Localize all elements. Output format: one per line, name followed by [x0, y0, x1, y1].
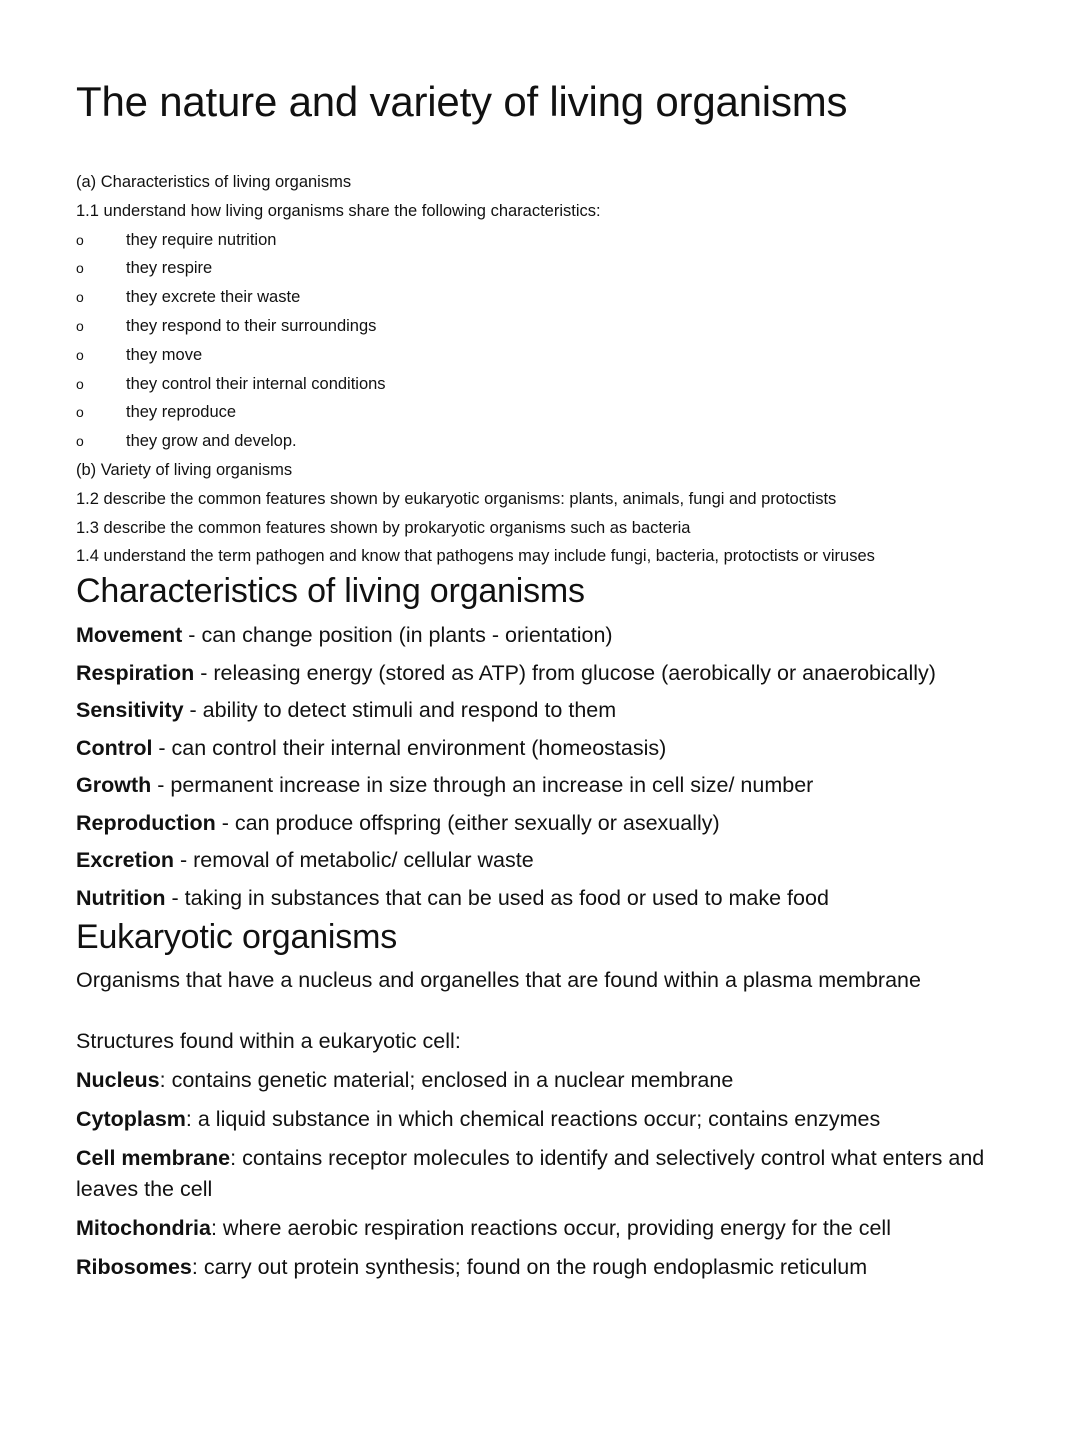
specification-block: [76, 168, 1004, 571]
spec-part-b: (b) Variety of living organisms: [76, 460, 293, 479]
bullet-text: they excrete their waste: [126, 288, 301, 307]
definition-separator: -: [165, 885, 185, 910]
bullet-text: they respire: [126, 259, 213, 278]
structure-text: carry out protein synthesis; found on the rough endoplasmic reticulum: [203, 1255, 868, 1280]
bullet-text: they reproduce: [126, 403, 237, 422]
structure-term: Cytoplasm: [76, 1107, 186, 1132]
structures-heading: Structures found within a eukaryotic cell:: [76, 1029, 461, 1054]
spec-item-1-4: 1.4 understand the term pathogen and know that pathogens may include fungi, bacteria, protoctists or viruses: [76, 547, 875, 566]
definition-row: [76, 655, 1004, 693]
definition-separator: -: [152, 735, 172, 760]
section-heading-characteristics: Characteristics of living organisms: [76, 572, 585, 611]
structure-term: Mitochondria: [76, 1216, 211, 1241]
bullet-item: [76, 254, 1004, 283]
bullet-item: [76, 283, 1004, 312]
bullet-item: [76, 312, 1004, 341]
bullet-item: [76, 427, 1004, 456]
definition-row: [76, 730, 1004, 768]
bullet-item: [76, 341, 1004, 370]
spec-item-1-2: 1.2 describe the common features shown by eukaryotic organisms: plants, animals, fungi and protoctists: [76, 489, 837, 508]
structure-text: contains genetic material; enclosed in a nuclear membrane: [171, 1068, 734, 1093]
definition-text: ability to detect stimuli and respond to them: [202, 698, 617, 723]
definition-term: Control: [76, 735, 153, 760]
structure-term: Ribosomes: [76, 1255, 192, 1280]
structure-row: [76, 1065, 1004, 1096]
definition-term: Respiration: [76, 660, 195, 685]
definition-term: Excretion: [76, 848, 174, 873]
bullet-item: [76, 226, 1004, 255]
definition-row: [76, 842, 1004, 880]
definition-separator: -: [215, 810, 235, 835]
structure-separator: :: [230, 1146, 243, 1171]
characteristics-definitions: [76, 617, 1004, 917]
page-title: The nature and variety of living organisms: [76, 78, 848, 125]
definition-term: Reproduction: [76, 810, 216, 835]
structure-separator: :: [210, 1216, 223, 1241]
definition-row: [76, 692, 1004, 730]
bullet-marker: o: [76, 433, 84, 450]
definition-row: [76, 617, 1004, 655]
bullet-text: they control their internal conditions: [126, 374, 386, 393]
structures-list: [76, 1065, 1004, 1283]
definition-term: Growth: [76, 773, 152, 798]
structure-term: Cell membrane: [76, 1146, 231, 1171]
definition-separator: -: [182, 623, 202, 648]
definition-row: [76, 805, 1004, 843]
spec-item-1-3: 1.3 describe the common features shown by prokaryotic organisms such as bacteria: [76, 518, 691, 537]
definition-separator: -: [151, 773, 171, 798]
bullet-marker: o: [76, 231, 84, 248]
structure-text: contains receptor molecules to identify and selectively control what enters and leaves the cell: [76, 1146, 985, 1202]
structure-term: Nucleus: [76, 1068, 160, 1093]
bullet-marker: o: [76, 346, 84, 363]
bullet-marker: o: [76, 289, 84, 306]
structure-text: where aerobic respiration reactions occur, providing energy for the cell: [222, 1216, 891, 1241]
definition-text: taking in substances that can be used as food or used to make food: [184, 885, 829, 910]
definition-row: [76, 880, 1004, 918]
definition-text: can change position (in plants - orientation): [201, 623, 613, 648]
eukaryotic-intro: Organisms that have a nucleus and organelles that are found within a plasma membrane: [76, 968, 921, 993]
section-heading-eukaryotic: Eukaryotic organisms: [76, 918, 398, 957]
bullet-text: they require nutrition: [126, 230, 277, 249]
definition-text: permanent increase in size through an increase in cell size/ number: [170, 773, 814, 798]
definition-text: releasing energy (stored as ATP) from glucose (aerobically or anaerobically): [213, 660, 936, 685]
definition-text: can control their internal environment (homeostasis): [171, 735, 667, 760]
spec-part-a: (a) Characteristics of living organisms: [76, 173, 352, 191]
bullet-marker: o: [76, 317, 84, 334]
definition-term: Movement: [76, 623, 183, 648]
bullet-marker: o: [76, 260, 84, 277]
structure-row: [76, 1143, 1004, 1205]
definition-separator: -: [183, 698, 203, 723]
definition-term: Nutrition: [76, 885, 166, 910]
definition-term: Sensitivity: [76, 698, 184, 723]
definition-separator: -: [173, 848, 194, 873]
definition-row: [76, 767, 1004, 805]
bullet-text: they move: [126, 345, 203, 364]
structure-row: [76, 1213, 1004, 1244]
bullet-item: [76, 398, 1004, 427]
bullet-marker: o: [76, 375, 84, 392]
structure-separator: :: [185, 1107, 198, 1132]
structure-separator: :: [159, 1068, 172, 1093]
bullet-marker: o: [76, 404, 84, 421]
bullet-item: [76, 370, 1004, 399]
structure-row: [76, 1104, 1004, 1135]
bullet-text: they respond to their surroundings: [126, 316, 377, 335]
structure-separator: :: [191, 1255, 204, 1280]
structure-text: a liquid substance in which chemical reactions occur; contains enzymes: [197, 1107, 881, 1132]
definition-separator: -: [194, 660, 214, 685]
definition-text: can produce offspring (either sexually or asexually): [234, 810, 720, 835]
bullet-text: they grow and develop.: [126, 432, 297, 451]
spec-item-1-1: 1.1 understand how living organisms share the following characteristics:: [76, 201, 601, 220]
structure-row: [76, 1252, 1004, 1283]
definition-text: removal of metabolic/ cellular waste: [193, 848, 534, 873]
characteristics-bullet-list: [76, 226, 1004, 456]
